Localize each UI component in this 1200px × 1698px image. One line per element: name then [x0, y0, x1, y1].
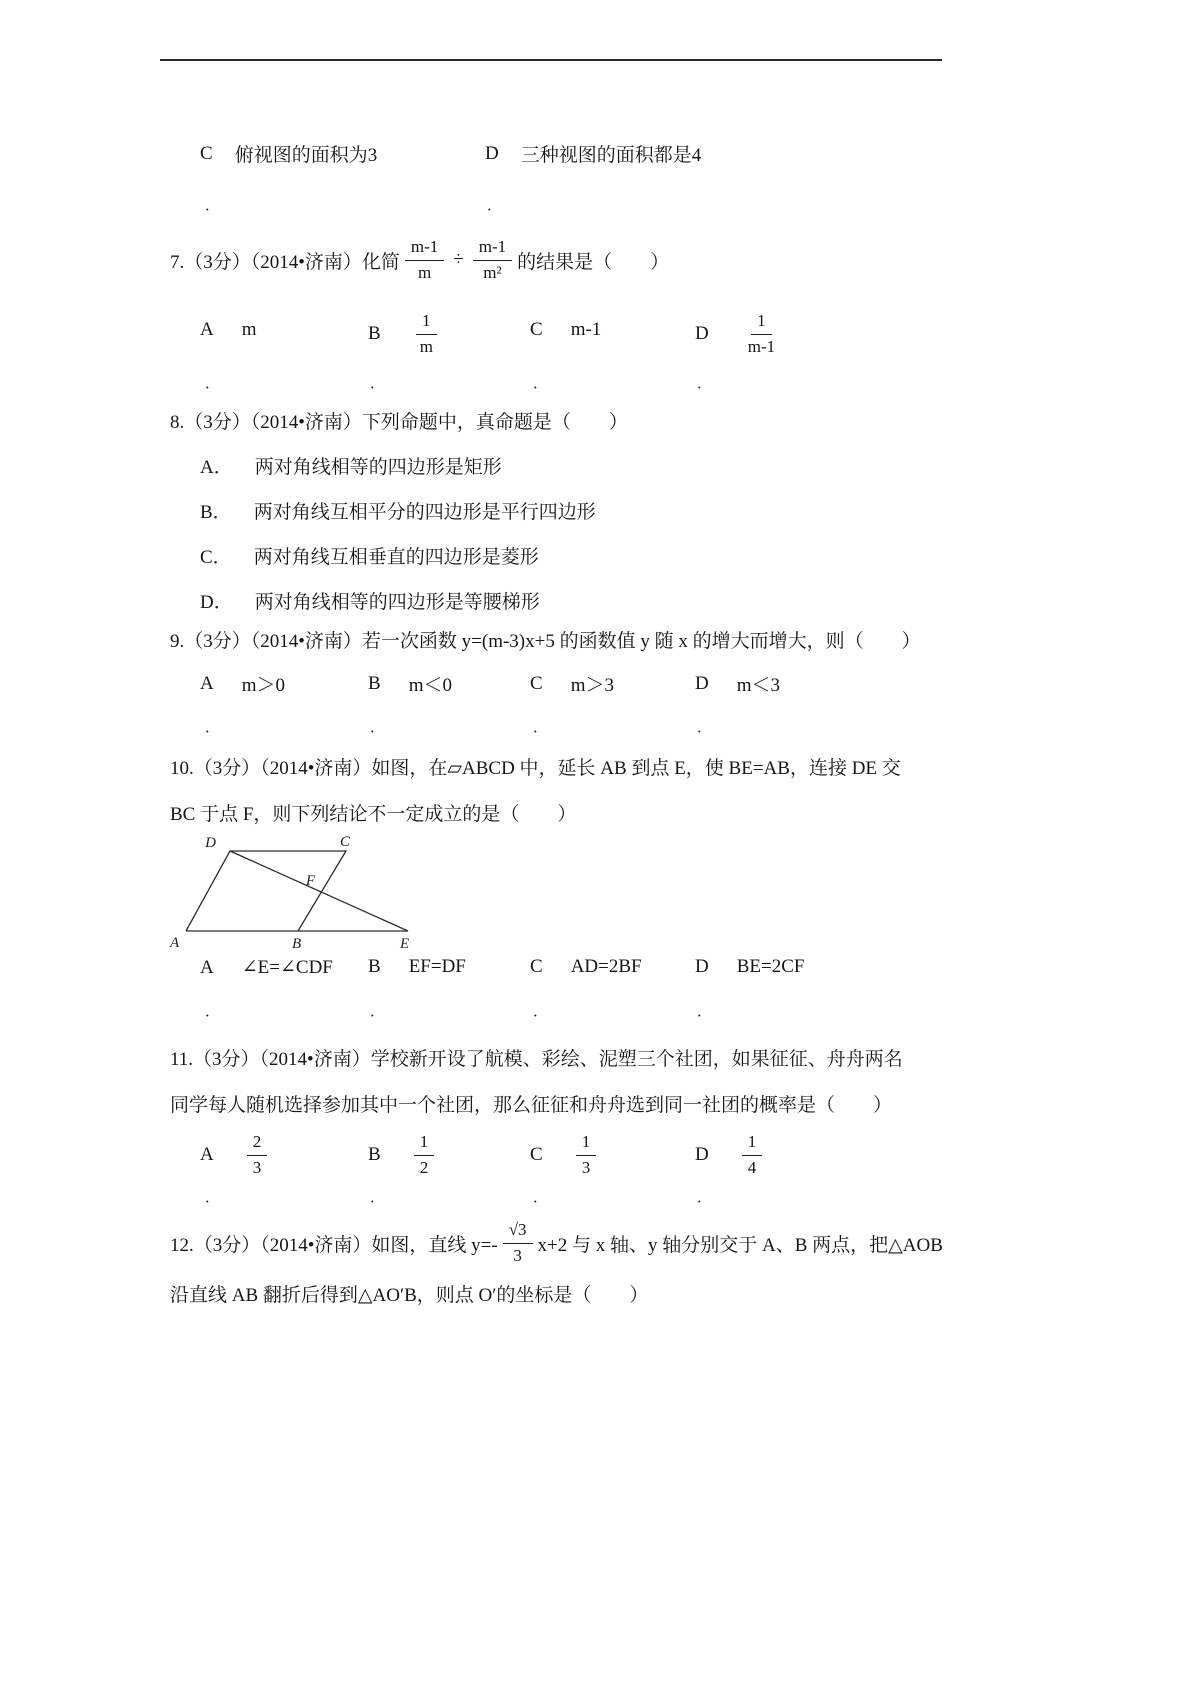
option-letter: B — [368, 672, 381, 694]
q7-fraction-2-denominator: m² — [483, 262, 502, 282]
q10-answer-periods-row — [0, 1000, 1200, 1020]
vertex-label-c: C — [340, 834, 351, 850]
question-12-stem-line1 — [170, 1212, 943, 1274]
q12-stem-mid: x+2 与 x 轴、y 轴分别交于 A、B 两点，把△AOB — [537, 1234, 943, 1256]
q7-fraction-2-numerator: m-1 — [473, 237, 512, 260]
fraction-numerator: 1 — [751, 311, 772, 334]
q7-fraction-1 — [405, 237, 444, 283]
option-text: 两对角线互相平分的四边形是平行四边形 — [253, 502, 596, 523]
answer-period: ． — [487, 198, 503, 214]
answer-period: ． — [370, 1004, 386, 1020]
q11-option-a — [200, 1126, 272, 1184]
vertex-label-a: A — [170, 935, 180, 951]
q11-option-d — [695, 1126, 767, 1184]
q8-option-a — [200, 452, 502, 479]
fraction-numerator: 1 — [414, 1132, 435, 1155]
prev-answer-periods-row — [0, 194, 1200, 214]
option-letter: D — [695, 956, 709, 977]
vertex-label-e: E — [400, 936, 410, 951]
q7-fraction-1-denominator: m — [417, 262, 432, 282]
option-letter: C — [200, 142, 213, 164]
question-9-stem: 9.（3分）（2014•济南）若一次函数 y=(m-3)x+5 的函数值 y 随 x 的增大而增大，则（ ） — [170, 631, 921, 652]
option-text: AD=2BF — [570, 956, 642, 977]
q10-option-c — [530, 956, 642, 978]
option-letter: B． — [200, 502, 232, 523]
option-text: 两对角线相等的四边形是矩形 — [254, 457, 502, 478]
option-text: BE=2CF — [736, 956, 805, 977]
option-letter: C — [530, 672, 543, 694]
answer-period: ． — [205, 376, 221, 392]
option-text: m — [241, 319, 257, 340]
q11-option-b-fraction — [414, 1132, 435, 1178]
answer-period: ． — [370, 720, 386, 736]
answer-period: ． — [533, 376, 549, 392]
option-letter: D — [695, 1144, 709, 1165]
q7-stem-prefix: 7.（3分）（2014•济南）化简 — [170, 251, 400, 273]
option-text: m＞0 — [241, 675, 286, 696]
answer-period: ． — [370, 376, 386, 392]
option-text: m＜3 — [736, 675, 781, 696]
option-text: 两对角线相等的四边形是等腰梯形 — [254, 592, 540, 613]
option-letter: A． — [200, 457, 233, 478]
answer-period: ． — [697, 1004, 713, 1020]
q8-option-c — [200, 542, 539, 569]
answer-period: ． — [533, 720, 549, 736]
q11-option-c-fraction — [576, 1132, 597, 1178]
option-letter: A — [200, 956, 214, 978]
q12-stem-prefix: 12.（3分）（2014•济南）如图，直线 y=- — [170, 1234, 498, 1256]
q7-option-d-fraction — [742, 311, 781, 357]
option-letter: B — [368, 323, 381, 344]
option-letter: A — [200, 1144, 214, 1165]
q7-options-row — [0, 305, 1200, 363]
fraction-denominator: 3 — [252, 1157, 262, 1177]
q7-fraction-2 — [473, 237, 512, 283]
option-text: m＞3 — [570, 675, 614, 696]
page-top-rule — [160, 59, 942, 61]
q7-stem-suffix: 的结果是（ ） — [517, 251, 670, 273]
q11-option-a-fraction — [247, 1132, 268, 1178]
q8-option-d — [200, 587, 540, 614]
option-letter: A — [200, 319, 214, 340]
q11-option-d-fraction — [742, 1132, 763, 1178]
division-sign: ÷ — [453, 249, 464, 270]
q9-options-row — [0, 670, 1200, 696]
q11-options-row — [0, 1126, 1200, 1184]
fraction-denominator: m-1 — [747, 336, 776, 356]
option-letter: C — [530, 956, 543, 977]
fraction-denominator: 2 — [419, 1157, 429, 1177]
q9-option-d — [695, 670, 780, 697]
option-letter: C． — [200, 547, 232, 568]
q11-answer-periods-row — [0, 1186, 1200, 1206]
q7-option-d — [695, 305, 786, 363]
answer-period: ． — [697, 720, 713, 736]
q7-option-b — [368, 305, 444, 363]
option-letter: C — [530, 1144, 543, 1165]
vertex-label-d: D — [205, 835, 216, 851]
fraction-denominator: 4 — [747, 1157, 757, 1177]
option-text: EF=DF — [408, 956, 466, 977]
q9-option-a — [200, 670, 285, 697]
fraction-numerator: 2 — [247, 1132, 268, 1155]
q9-option-c — [530, 670, 614, 697]
q7-option-b-fraction — [414, 311, 439, 357]
option-letter: D． — [200, 592, 233, 613]
option-letter: C — [530, 319, 543, 340]
option-text: m＜0 — [408, 675, 452, 696]
fraction-numerator: √3 — [503, 1220, 533, 1243]
fraction-denominator: 3 — [581, 1157, 591, 1177]
q10-option-a — [200, 956, 333, 979]
answer-period: ． — [370, 1190, 386, 1206]
answer-period: ． — [205, 1190, 221, 1206]
q10-options-row — [0, 956, 1200, 982]
fraction-numerator: 1 — [742, 1132, 763, 1155]
answer-period: ． — [205, 198, 221, 214]
q8-option-b — [200, 497, 596, 524]
q11-option-c — [530, 1126, 601, 1184]
question-7-stem — [170, 228, 669, 292]
answer-period: ． — [205, 720, 221, 736]
option-text: 三种视图的面积都是4 — [520, 145, 702, 166]
q7-option-a — [200, 319, 257, 341]
fraction-denominator: m — [419, 336, 433, 356]
figure-lines — [186, 851, 408, 931]
option-letter: D — [485, 142, 499, 164]
option-text: ∠E=∠CDF — [241, 957, 333, 978]
q11-option-b — [368, 1126, 439, 1184]
question-10-stem-line1: 10.（3分）（2014•济南）如图，在▱ABCD 中，延长 AB 到点 E，使 BE=AB，连接 DE 交 — [170, 758, 901, 779]
q10-parallelogram-figure — [168, 833, 418, 951]
answer-period: ． — [697, 376, 713, 392]
q7-answer-periods-row — [0, 372, 1200, 392]
q9-option-b — [368, 670, 452, 697]
option-letter: D — [695, 323, 709, 344]
fraction-numerator: 1 — [416, 311, 437, 334]
question-12-stem-line2: 沿直线 AB 翻折后得到△AO′B，则点 O′的坐标是（ ） — [170, 1285, 649, 1306]
prev-option-d — [485, 140, 701, 167]
option-letter: B — [368, 956, 381, 977]
q12-radical-fraction — [503, 1220, 533, 1266]
question-11-stem-line2: 同学每人随机选择参加其中一个社团，那么征征和舟舟选到同一社团的概率是（ ） — [170, 1095, 893, 1116]
fraction-numerator: 1 — [576, 1132, 597, 1155]
q9-answer-periods-row — [0, 716, 1200, 736]
answer-period: ． — [205, 1004, 221, 1020]
question-8-stem: 8.（3分）（2014•济南）下列命题中，真命题是（ ） — [170, 412, 628, 433]
answer-period: ． — [697, 1190, 713, 1206]
vertex-label-b: B — [292, 936, 302, 951]
q10-option-b — [368, 956, 466, 978]
question-11-stem-line1: 11.（3分）（2014•济南）学校新开设了航模、彩绘、泥塑三个社团，如果征征、舟舟两名 — [170, 1049, 903, 1070]
option-text: 俯视图的面积为3 — [234, 145, 378, 166]
prev-option-c — [200, 140, 377, 167]
option-letter: A — [200, 672, 214, 694]
option-letter: D — [695, 672, 709, 694]
fraction-denominator: 3 — [513, 1245, 522, 1265]
vertex-label-f: F — [305, 873, 315, 889]
answer-period: ． — [533, 1004, 549, 1020]
q7-option-c — [530, 319, 601, 341]
q10-option-d — [695, 956, 804, 978]
question-10-stem-line2: BC 于点 F，则下列结论不一定成立的是（ ） — [170, 804, 577, 825]
option-text: m-1 — [570, 319, 602, 340]
option-letter: B — [368, 1144, 381, 1165]
prev-question-options-row — [0, 140, 1200, 166]
option-text: 两对角线互相垂直的四边形是菱形 — [253, 547, 539, 568]
q7-fraction-1-numerator: m-1 — [405, 237, 444, 260]
answer-period: ． — [533, 1190, 549, 1206]
